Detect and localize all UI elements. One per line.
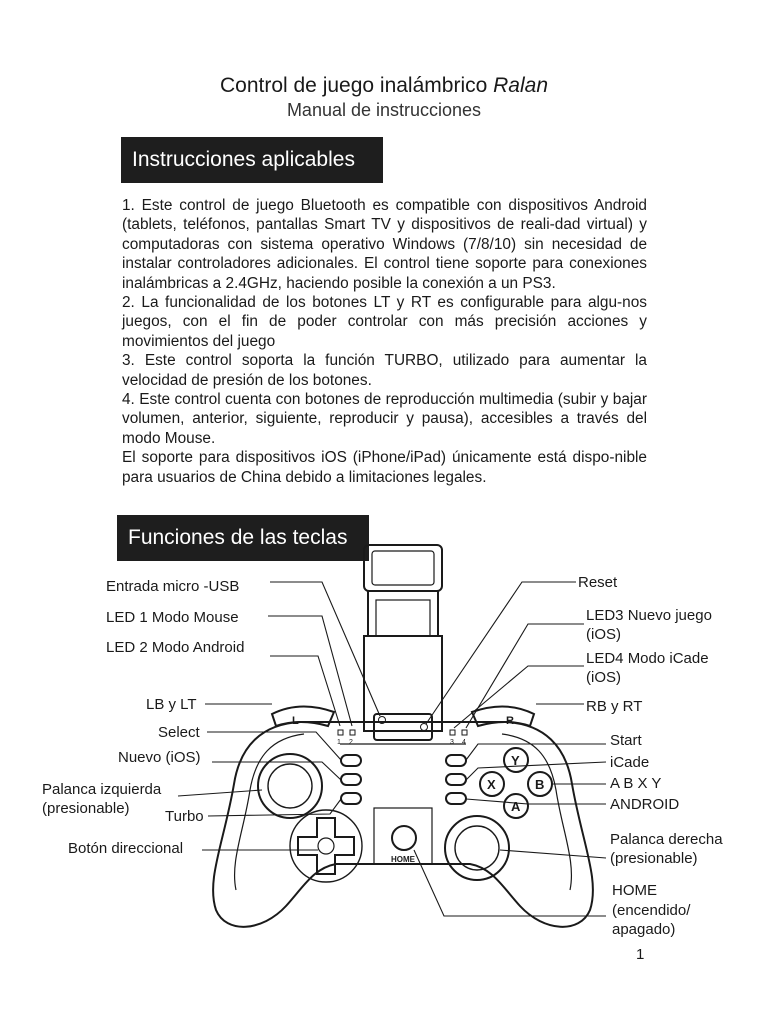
nuevo-ios-button-shape <box>341 774 361 785</box>
label-home-off: apagado) <box>612 921 676 938</box>
leader-start <box>466 744 606 760</box>
label-led4-ios: (iOS) <box>586 669 621 686</box>
label-led4: LED4 Modo iCade <box>586 650 709 667</box>
label-turbo: Turbo <box>165 808 204 825</box>
label-led2: LED 2 Modo Android <box>106 639 245 656</box>
label-lb-lt: LB y LT <box>146 696 197 713</box>
document-subtitle: Manual de instrucciones <box>286 100 482 120</box>
leader-reset <box>426 582 576 724</box>
label-left-stick: Palanca izquierda <box>42 781 162 798</box>
clamp-neck <box>368 591 438 636</box>
led-3-shape <box>450 730 455 735</box>
button-b-mark: B <box>535 777 545 792</box>
leader-right-stick <box>500 850 606 858</box>
led-1-mark: 1 <box>337 739 341 746</box>
bumper-right-mark: R <box>506 715 514 727</box>
led-2-mark: 2 <box>349 739 353 746</box>
button-x-mark: X <box>487 777 496 792</box>
label-reset: Reset <box>578 574 618 591</box>
led-4-mark: 4 <box>462 739 466 746</box>
page-number: 1 <box>636 946 645 963</box>
right-stick-cap <box>455 826 499 870</box>
label-left-stick-pressable: (presionable) <box>42 800 130 817</box>
label-home: HOME <box>612 882 657 899</box>
label-led3: LED3 Nuevo juego <box>586 607 712 624</box>
controller-body <box>213 722 593 927</box>
clamp-neck-inner <box>376 600 430 636</box>
clamp-top-inner <box>372 551 434 585</box>
title-main: Control de juego inalámbrico <box>219 74 488 97</box>
button-y-mark: Y <box>511 753 520 768</box>
instruction-paragraph-2: 2. La funcionalidad de los botones LT y RT es configurable para algu-nos juegos, con el fin de poder controlar con más precisión acciones y movimientos del juego <box>122 294 647 350</box>
instruction-paragraph-5: El soporte para dispositivos iOS (iPhone/iPad) únicamente está dispo-nible para usuarios de China debido a limitaciones legales. <box>122 449 647 486</box>
bumper-left <box>272 706 334 726</box>
home-button-shape <box>392 826 416 850</box>
select-button-shape <box>341 755 361 766</box>
android-button-shape <box>446 793 466 804</box>
turbo-button-shape <box>341 793 361 804</box>
led-4-shape <box>462 730 467 735</box>
label-rb-rt: RB y RT <box>586 698 643 715</box>
button-a-mark: A <box>511 799 521 814</box>
label-led1: LED 1 Modo Mouse <box>106 609 239 626</box>
label-android: ANDROID <box>610 796 680 813</box>
home-mark: HOME <box>391 855 415 864</box>
section-heading-key-functions: Funciones de las teclas <box>117 515 369 561</box>
dpad-well <box>290 810 362 882</box>
label-abxy: A B X Y <box>610 775 662 792</box>
instruction-paragraph-3: 3. Este control soporta la función TURBO, utilizado para aumentar la velocidad de presión de los botones. <box>122 352 647 389</box>
bumper-left-mark: L <box>292 715 299 727</box>
start-button-shape <box>446 755 466 766</box>
clamp-top <box>364 545 442 591</box>
dpad-center <box>318 838 334 854</box>
label-right-stick: Palanca derecha <box>610 831 723 848</box>
instruction-paragraph-4: 4. Este control cuenta con botones de reproducción multimedia (subir y bajar volumen, anterior, siguiente, reproducir y pausa), accesibles a través del modo Mouse. <box>122 391 647 447</box>
label-icade: iCade <box>610 754 650 771</box>
bumper-right <box>472 706 534 726</box>
led-3-mark: 3 <box>450 739 454 746</box>
leader-led2 <box>270 656 340 726</box>
section-heading-instructions: Instrucciones aplicables <box>121 137 383 183</box>
label-select: Select <box>158 724 200 741</box>
left-stick-cap <box>268 764 312 808</box>
label-home-on: (encendido/ <box>612 902 691 919</box>
instruction-paragraph-1: 1. Este control de juego Bluetooth es compatible con dispositivos Android (tablets, teléfonos, pantallas Smart TV y dispositivos de reali-dad virtual) y computadoras con sistema operativo Windows (7/8/10) sin necesidad de instalar controladores adicionales. El control tiene soporte para conexiones inalámbricas a 2.4GHz, haciendo posible la conexión a un PS3. <box>122 197 647 292</box>
label-nuevo-ios: Nuevo (iOS) <box>118 749 201 766</box>
leader-select <box>207 732 341 760</box>
led-2-shape <box>350 730 355 735</box>
label-usb-input: Entrada micro -USB <box>106 578 240 595</box>
label-start: Start <box>610 732 642 749</box>
clamp-base <box>374 714 432 740</box>
reset-hole-icon <box>421 724 428 731</box>
label-right-stick-pressable: (presionable) <box>610 850 698 867</box>
label-dpad: Botón direccional <box>68 840 184 857</box>
led-1-shape <box>338 730 343 735</box>
dpad-cross <box>298 818 354 874</box>
leader-led4 <box>454 666 584 728</box>
leader-home <box>414 850 606 916</box>
leader-android <box>466 799 606 804</box>
title-brand: Ralan <box>493 74 549 97</box>
body-inner-edge-left <box>235 734 304 890</box>
icade-button-shape <box>446 774 466 785</box>
label-led3-ios: (iOS) <box>586 626 621 643</box>
